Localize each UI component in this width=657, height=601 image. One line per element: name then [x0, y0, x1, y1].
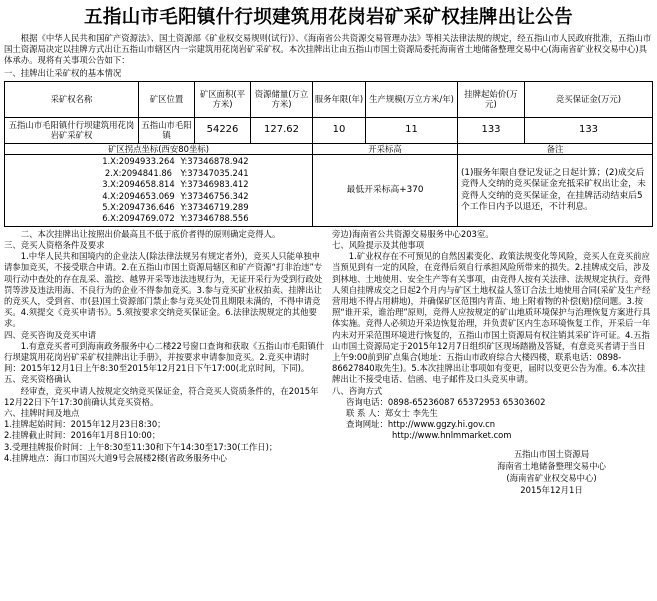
- signature-org-3: (海南省矿业权交易中心): [506, 472, 597, 483]
- table-cell: 54226: [195, 117, 251, 143]
- section-heading: 八、咨询方式: [332, 385, 383, 396]
- table-row: [5, 117, 653, 143]
- remark-cell: (1)服务年限自登记发证之日起计算；(2)成交后竞得人交纳的竞买保证金充抵采矿权出让金，未竞得人交纳的竞买保证金，在挂牌活动结束后5个工作日内予以退还，不计利息。: [458, 155, 653, 226]
- right-column: [332, 229, 651, 496]
- signature-org-1: 五指山市国土资源局: [513, 448, 590, 459]
- table-cell: 五指山市毛阳镇: [139, 117, 195, 143]
- table-header: 矿区位置: [139, 81, 195, 117]
- coord-list: [5, 156, 312, 224]
- table-cell: 133: [525, 117, 653, 143]
- mining-elevation-value: 最低开采标高+370: [313, 155, 458, 226]
- coord-row: [5, 156, 312, 167]
- coord-x: 6.X:2094769.072: [102, 213, 175, 224]
- body-columns: [4, 229, 653, 496]
- list-item: 1.挂牌起始时间：2015年12月23日8:30；: [4, 419, 166, 430]
- table-header: 竞买保证金(万元): [525, 81, 653, 117]
- list-item: 3.受理挂牌报价时间：上午8:30至11:30和下午14:30至17:30(工作日)；: [4, 441, 278, 452]
- coord-x: 1.X:2094933.264: [102, 156, 175, 167]
- signature-org-2: 海南省土地储备整理交易中心: [497, 460, 606, 471]
- table-header: 矿区面积(平方米): [195, 81, 251, 117]
- schedule-list: [4, 419, 326, 464]
- section-heading: 七、风险提示及其他事项: [332, 239, 425, 250]
- table-cell: 127.62: [251, 117, 313, 143]
- paragraph: 1.中华人民共和国境内的企业法人(除法律法规另有规定者外)，竞买人只能单独申请参加竞买，不接受联合申请。2.在五指山市国土资源局辖区和矿产资源“打非治违”专项行动中查处的存在乱采、滥挖、越界开采等违法违规行为，无证开采行为受到行政处罚等涉及违法用海、不良行为的企业不得参加竞买。3.参与竞买矿业权拍卖、挂牌出让的竞买人，受到省、市(县)国土资源部门禁止参与竞买处罚且期限未满的，不得申请竞买。4.须提交《竞买申请书》。5.须按要求交纳竞买保证金。6.法律法规规定的其他要求。: [4, 251, 323, 329]
- list-item: 2.挂牌截止时间：2016年1月8日10:00；: [4, 430, 161, 441]
- mining-elevation-header: 开采标高: [313, 143, 458, 155]
- table-row: [5, 155, 653, 226]
- table-header: 采矿权名称: [5, 81, 139, 117]
- coord-y: Y:37346983.412: [180, 179, 249, 190]
- left-column: [4, 229, 326, 496]
- coords-cell: [5, 155, 313, 226]
- coord-row: [5, 168, 312, 179]
- table-header-row: [5, 81, 653, 117]
- table-cell: 133: [458, 117, 525, 143]
- coord-y: Y:37346878.942: [180, 156, 249, 167]
- table-cell: 11: [366, 117, 458, 143]
- section-heading: 四、竞买咨询及竞买申请: [4, 329, 97, 340]
- section-heading: 五、竞买资格确认: [4, 374, 71, 385]
- coord-row: [5, 179, 312, 190]
- section-heading: 三、竞买人资格条件及要求: [4, 239, 105, 250]
- coord-y: Y:37347035.241: [180, 167, 249, 178]
- paragraph: 经审查，竞买申请人按规定交纳竞买保证金，符合竞买人资质条件的，在2015年12月22日下午17:30前确认其竞买资格。: [4, 385, 319, 407]
- coord-y: Y:37346719.289: [180, 201, 249, 212]
- remark-header: 备注: [458, 143, 653, 155]
- table-header: 生产规模(万立方米/年): [366, 81, 458, 117]
- section-1-heading: 一、挂牌出让采矿权的基本情况: [4, 67, 122, 78]
- mining-rights-table: [4, 81, 653, 227]
- coord-x: 5.X:2094736.646: [102, 201, 175, 212]
- signature-block: [332, 448, 651, 496]
- table-subheader-row: [5, 143, 653, 155]
- table-header: 挂牌起始价(万元): [458, 81, 525, 117]
- coord-header: 矿区拐点坐标(西安80坐标): [5, 143, 313, 155]
- table-header: 服务年限(年): [313, 81, 366, 117]
- coord-x: 3.X:2094658.814: [102, 179, 175, 190]
- coord-row: [5, 202, 312, 213]
- table-cell: 10: [313, 117, 366, 143]
- contact-website-2: http://www.hnlmmarket.com: [392, 430, 512, 441]
- table-header: 资源储量(万立方米): [251, 81, 313, 117]
- table-cell: 五指山市毛阳镇什行坝建筑用花岗岩矿采矿权: [5, 117, 139, 143]
- paragraph: 1.有意竞买者可到海南政务服务中心二楼22号窗口查询和获取《五指山市毛阳镇什行坝建筑用花岗岩矿采矿权挂牌出让手册》，并按要求申请参加竞买。2.竞买申请时间：2015年12月1日上午8:30至2015年12月21日下午17:00(北京时间，下同)。: [4, 340, 325, 374]
- contact-phone: 咨询电话：0898-65236087 65372953 65303602: [346, 396, 546, 407]
- paragraph: 二、本次挂牌出让按照出价最高且不低于底价者得的原则确定竞得人。: [20, 228, 281, 239]
- contact-person: 联 系 人：郑女士 李先生: [346, 408, 438, 418]
- coord-row: [5, 213, 312, 224]
- section-heading: 六、挂牌时间及地点: [4, 408, 80, 418]
- coord-row: [5, 191, 312, 202]
- page-title: 五指山市毛阳镇什行坝建筑用花岗岩矿采矿权挂牌出让公告: [84, 7, 573, 28]
- coord-y: Y:37346756.342: [180, 190, 249, 201]
- coord-x: 2.X:2094841.86: [104, 167, 173, 178]
- list-item: 4.挂牌地点：海口市国兴大道9号会展楼2楼(省政务服务中心: [4, 452, 227, 463]
- intro-paragraph: 根据《中华人民共和国矿产资源法》、国土资源部《矿业权交易规则(试行)》、《海南省公共资源交易管理办法》等相关法律法规的规定，经五指山市人民政府批准，五指山市国土资源局决定以挂牌方式出让五指山市辖区内一宗建筑用花岗岩矿采矿权。本次挂牌出让由五指山市国土资源局委托海南省土地储备整理交易中心(海南省矿业权交易中心)具体承办。现将有关事项公告如下：: [4, 33, 652, 66]
- coord-y: Y:37346788.556: [180, 213, 249, 224]
- right-column-content: [332, 229, 651, 397]
- coord-x: 4.X:2094653.069: [102, 190, 175, 201]
- signature-date: 2015年12月1日: [520, 484, 583, 495]
- contact-website-1: 查询网址：http://www.ggzy.hi.gov.cn: [346, 419, 496, 430]
- contact-block: [332, 397, 651, 442]
- paragraph: 旁边)海南省公共资源交易服务中心203室。: [332, 228, 494, 239]
- paragraph: 1.矿业权存在不可预见的自然因素变化、政策法规变化等风险，竞买人在竞买前应当预见到有一定的风险，在竞得后须自行承担风险所带来的损失。2.挂牌成交后，涉及到林地、土地使用、安全生产等有关事项，由竞得人按有关法律、法规规定执行。竞得人须自挂牌成交之日起2个月内与矿区土地权益人签订合法土地使用合同(采矿及生产经营用地不得占用耕地)，并确保矿区范围内青苗、地上附着物的补偿(赔)偿问题。3.按照“谁开采，谁治理”原则，竞得人应按规定的矿山地质环境保护与治理恢复方案进行具体实施。竞得人必须边开采边恢复治理，并负责矿区内生态环境恢复工作，开采后一年内未对开采范围环境进行恢复的，五指山市国土资源局有权注销其采矿许可证。4.五指山市国土资源局定于2015年12月7日组织矿区现场踏勘及答疑，有意竞买者请于当日上午9:00前到矿点集合(地址：五指山市政府综合大楼四楼，联系电话：0898-86627840取先生)。5.本次挂牌出让事项如有变更，届时以变更公告为准。6.本次挂牌出让不接受电话、信函、电子邮件及口头竞买申请。: [332, 251, 651, 385]
